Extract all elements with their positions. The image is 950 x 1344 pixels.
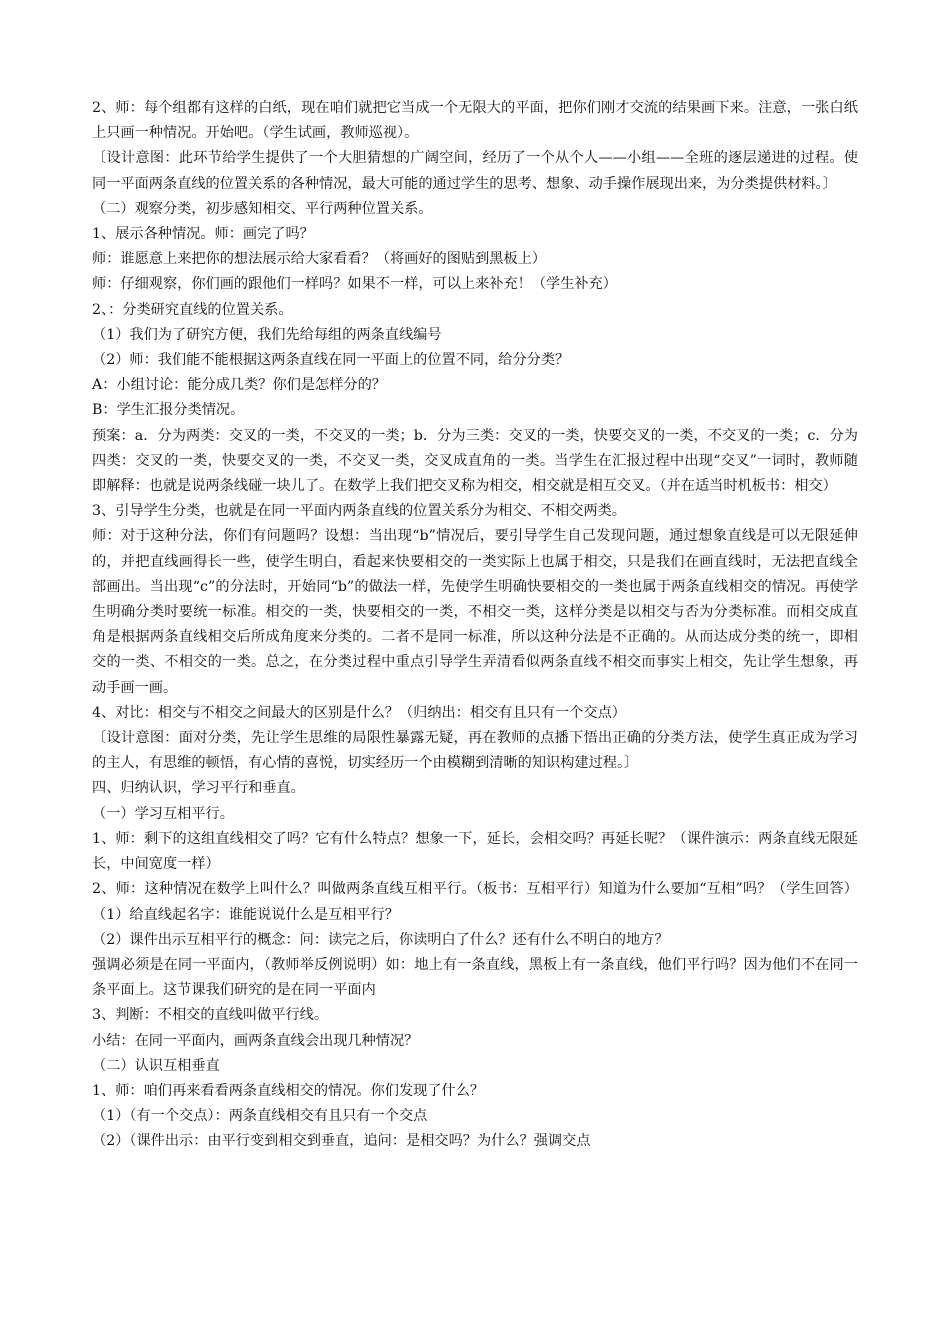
paragraph-teacher-prompt-show: 师：谁愿意上来把你的想法展示给大家看看？（将画好的图贴到黑板上） xyxy=(92,251,547,268)
paragraph-contrast: 4、对比：相交与不相交之间最大的区别是什么？（归纳出：相交有且只有一个交点） xyxy=(92,704,626,721)
paragraph-group-discussion: A：小组讨论：能分成几类？你们是怎样分的？ xyxy=(92,377,386,394)
paragraph-show-situations: 1、展示各种情况。师：画完了吗？ xyxy=(92,226,314,243)
section-heading-observe-classify: （二）观察分类，初步感知相交、平行两种位置关系。 xyxy=(92,200,433,217)
paragraph-guide-classify: 3、引导学生分类，也就是在同一平面内两条直线的位置关系分为相交、不相交两类。 xyxy=(92,503,626,520)
document-page xyxy=(92,96,858,1155)
paragraph-same-plane: 强调必须是在同一平面内，（教师举反例说明）如：地上有一条直线，黑板上有一条直线，他们平行吗？因为他们不在同一条平面上。这节课我们研究的是在同一平面内 xyxy=(92,956,858,999)
subsection-heading-perpendicular: （二）认识互相垂直 xyxy=(92,1057,220,1074)
paragraph-judge: 3、判断：不相交的直线叫做平行线。 xyxy=(92,1007,329,1024)
paragraph-plan: 预案：a．分为两类：交叉的一类，不交叉的一类；b．分为三类：交叉的一类，快要交叉的一类，不交叉的一类；c．分为四类：交叉的一类，快要交叉的一类，不交叉一类，交叉成直角的一类。当学生在汇报过程中出现“交叉”一词时，教师随即解释：也就是说两条线碰一块儿了。在数学上我们把交叉称为相交，相交就是相互交叉。（并在适当时机板书：相交） xyxy=(92,427,858,495)
paragraph-remaining-lines: 1、师：剩下的这组直线相交了吗？它有什么特点？想象一下，延长，会相交吗？再延长呢？（课件演示：两条直线无限延长，中间宽度一样） xyxy=(92,830,858,873)
paragraph-number-lines: （1）我们为了研究方便，我们先给每组的两条直线编号 xyxy=(92,326,442,343)
paragraph-teacher-prompt-compare: 师：仔细观察，你们画的跟他们一样吗？如果不一样，可以上来补充！（学生补充） xyxy=(92,276,617,293)
paragraph-teacher-discussion: 师：对于这种分法，你们有问题吗？设想：当出现“b”情况后，要引导学生自己发现问题，通过想象直线是可以无限延伸的，并把直线画得长一些，使学生明白，看起来快要相交的一类实际上也属于相交，只是我们在画直线时，无法把直线全部画出。当出现“c”的分法时，开始同“b”的做法一样，先使学生明确快要相交的一类也属于两条直线相交的情况。再使学生明确分类时要统一标准。相交的一类，快要相交的一类，不相交一类，这样分类是以相交与否为分类标准。而相交成直角是根据两条直线相交后所成角度来分类的。二者不是同一标准，所以这种分法是不正确的。从而达成分类的统一，即相交的一类、不相交的一类。总之，在分类过程中重点引导学生弄清看似两条直线不相交而事实上相交，先让学生想象，再动手画一画。 xyxy=(92,528,858,696)
paragraph-design-intent-2: 〔设计意图：面对分类，先让学生思维的局限性暴露无疑，再在教师的点播下悟出正确的分类方法，使学生真正成为学习的主人，有思维的顿悟，有心情的喜悦，切实经历一个由模糊到清晰的知识构建过程。〕 xyxy=(92,730,858,772)
subsection-heading-parallel: （一）学习互相平行。 xyxy=(92,805,234,822)
paragraph-parallel-concept: （2）课件出示互相平行的概念：问：读完之后，你读明白了什么？还有什么不明白的地方？ xyxy=(92,931,669,948)
paragraph-summary: 小结：在同一平面内，画两条直线会出现几种情况？ xyxy=(92,1032,419,1049)
paragraph-classify-study: 2、：分类研究直线的位置关系。 xyxy=(92,301,293,318)
paragraph-one-intersection: （1）（有一个交点）：两条直线相交有且只有一个交点 xyxy=(92,1108,428,1125)
section-heading-summarize: 四、归纳认识，学习平行和垂直。 xyxy=(92,780,305,797)
paragraph-drawing-task: 2、师：每个组都有这样的白纸，现在咱们就把它当成一个无限大的平面，把你们刚才交流的结果画下来。注意，一张白纸上只画一种情况。开始吧。（学生试画，教师巡视）。 xyxy=(92,100,858,142)
paragraph-courseware-perpendicular: （2）（课件出示：由平行变到相交到垂直，追问：是相交吗？为什么？强调交点 xyxy=(92,1133,591,1150)
paragraph-classify-question: （2）师：我们能不能根据这两条直线在同一平面上的位置不同，给分分类？ xyxy=(92,352,570,369)
paragraph-intersect-look: 1、师：咱们再来看看两条直线相交的情况。你们发现了什么？ xyxy=(92,1082,485,1099)
paragraph-parallel-name: 2、师：这种情况在数学上叫什么？叫做两条直线互相平行。（板书：互相平行）知道为什么要加“互相”吗？（学生回答）（1）给直线起名字：谁能说说什么是互相平行？ xyxy=(92,881,858,923)
paragraph-student-report: B：学生汇报分类情况。 xyxy=(92,402,245,419)
paragraph-design-intent-1: 〔设计意图：此环节给学生提供了一个大胆猜想的广阔空间，经历了一个从个人——小组——全班的逐层递进的过程。使同一平面两条直线的位置关系的各种情况，最大可能的通过学生的思考、想象、动手操作展现出来，为分类提供材料。〕 xyxy=(92,150,858,192)
